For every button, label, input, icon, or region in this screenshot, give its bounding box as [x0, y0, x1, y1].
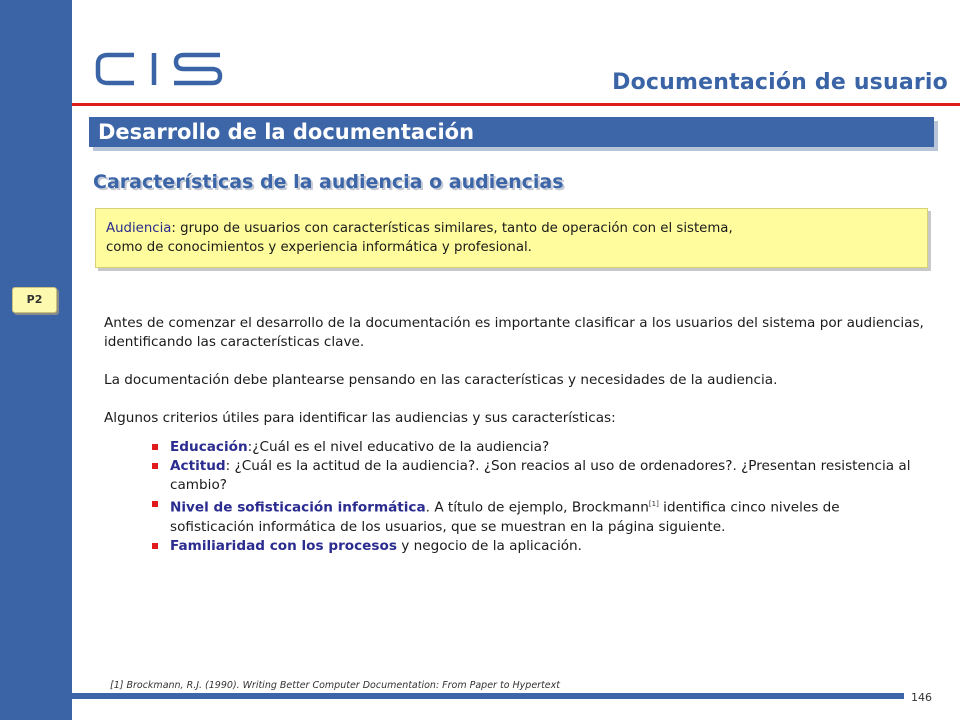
body-content: [104, 314, 924, 556]
list-item-text: :¿Cuál es el nivel educativo de la audiencia?: [247, 439, 550, 455]
left-sidebar-band: [0, 0, 72, 720]
definition-callout: [95, 208, 928, 268]
paragraph-audience: La documentación debe plantearse pensando en las características y necesidades de la audiencia.: [104, 372, 778, 388]
bullet-square-icon: [152, 444, 158, 450]
page-number: 146: [911, 691, 932, 704]
list-item-text: . A título de ejemplo, Brockmann: [425, 499, 649, 516]
list-item: [150, 495, 924, 537]
list-item-text: : ¿Cuál es la actitud de la audiencia?. ¿Son reacios al uso de ordenadores?. ¿Presentan resistencia al cambio?: [170, 458, 911, 493]
footer-bar: [72, 693, 904, 699]
callout-text-line2: como de conocimientos y experiencia informática y profesional.: [106, 240, 532, 255]
header-divider: [72, 103, 960, 106]
list-item: [150, 457, 924, 495]
paragraph-intro: Antes de comenzar el desarrollo de la documentación es importante clasificar a los usuarios del sistema por audiencias, identificando las características clave.: [104, 315, 924, 350]
document-title: Documentación de usuario: [612, 70, 948, 95]
list-item-text: y negocio de la aplicación.: [396, 537, 582, 554]
criteria-list: [104, 438, 924, 556]
list-item: [150, 438, 924, 457]
list-item-term: Nivel de sofisticación informática: [170, 499, 426, 516]
callout-term: Audiencia: [106, 221, 172, 236]
section-title-banner: Desarrollo de la documentación: [89, 117, 934, 147]
list-item-text-cont: identifica cinco niveles de sofisticación informática de los usuarios, que se muestran en la página siguiente.: [170, 499, 840, 535]
bullet-square-icon: [152, 501, 158, 507]
callout-text-line1: : grupo de usuarios con características similares, tanto de operación con el sistema,: [171, 221, 733, 236]
list-item-term: Familiaridad con los procesos: [170, 537, 397, 554]
reference-marker[interactable]: [1]: [648, 500, 659, 508]
side-tab-p2[interactable]: P2: [12, 287, 57, 313]
bullet-square-icon: [152, 543, 158, 549]
paragraph-criteria: Algunos criterios útiles para identificar las audiencias y sus características:: [104, 410, 616, 426]
list-item-term: Actitud: [170, 458, 226, 474]
subheading: Características de la audiencia o audiencias: [93, 171, 564, 193]
bullet-square-icon: [152, 463, 158, 469]
list-item-term: Educación: [170, 439, 248, 455]
list-item: [150, 537, 924, 556]
footnote-reference: [1] Brockmann, R.J. (1990). Writing Better Computer Documentation: From Paper to Hypertext: [110, 680, 561, 691]
cis-logo: [94, 50, 226, 88]
